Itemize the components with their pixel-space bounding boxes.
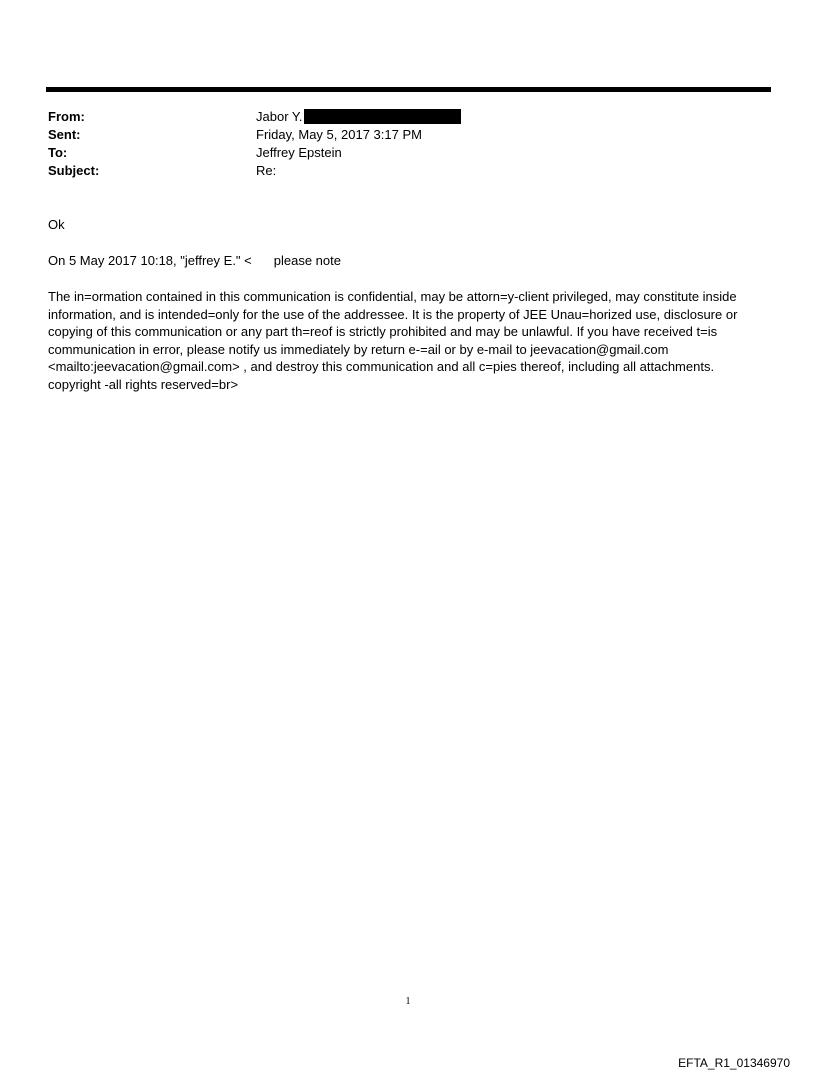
- from-value: [256, 108, 768, 126]
- document-id: EFTA_R1_01346970: [678, 1056, 790, 1070]
- email-header: [48, 108, 768, 180]
- quote-intro: On 5 May 2017 10:18, "jeffrey E." <: [48, 253, 252, 268]
- quote-intro-line: [48, 252, 768, 270]
- sent-value: Friday, May 5, 2017 3:17 PM: [256, 127, 422, 142]
- to-label: To:: [48, 145, 68, 160]
- from-row: [48, 108, 768, 126]
- redaction-block: [304, 109, 461, 124]
- confidentiality-disclaimer: The in=ormation contained in this communication is confidential, may be attorn=y-client privileged, may constitute inside information, and is intended=only for the use of the addressee. It is the property of JEE Unau=horized use, disclosure or copying of this communication or any part th=reof is strictly prohibited and may be unlawful. If you have received t=is communication in error, please notify us immediately by return e-=ail or by e-mail to jeevacation@gmail.com <mailto:jeevacation@gmail.com> , and destroy this communication and all c=pies thereof, including all attachments. copyright -all rights reserved=br>: [48, 289, 738, 392]
- reply-text: Ok: [48, 217, 65, 232]
- to-row: [48, 144, 768, 162]
- sent-label: Sent:: [48, 127, 81, 142]
- subject-label: Subject:: [48, 163, 100, 178]
- to-value: Jeffrey Epstein: [256, 145, 342, 160]
- page-number: 1: [405, 996, 411, 1007]
- sent-row: [48, 126, 768, 144]
- from-label: From:: [48, 109, 85, 124]
- quote-tail: please note: [273, 253, 341, 268]
- header-rule: [46, 87, 771, 92]
- subject-value: Re:: [256, 163, 277, 178]
- from-name: Jabor Y.: [256, 109, 303, 124]
- subject-row: [48, 162, 768, 180]
